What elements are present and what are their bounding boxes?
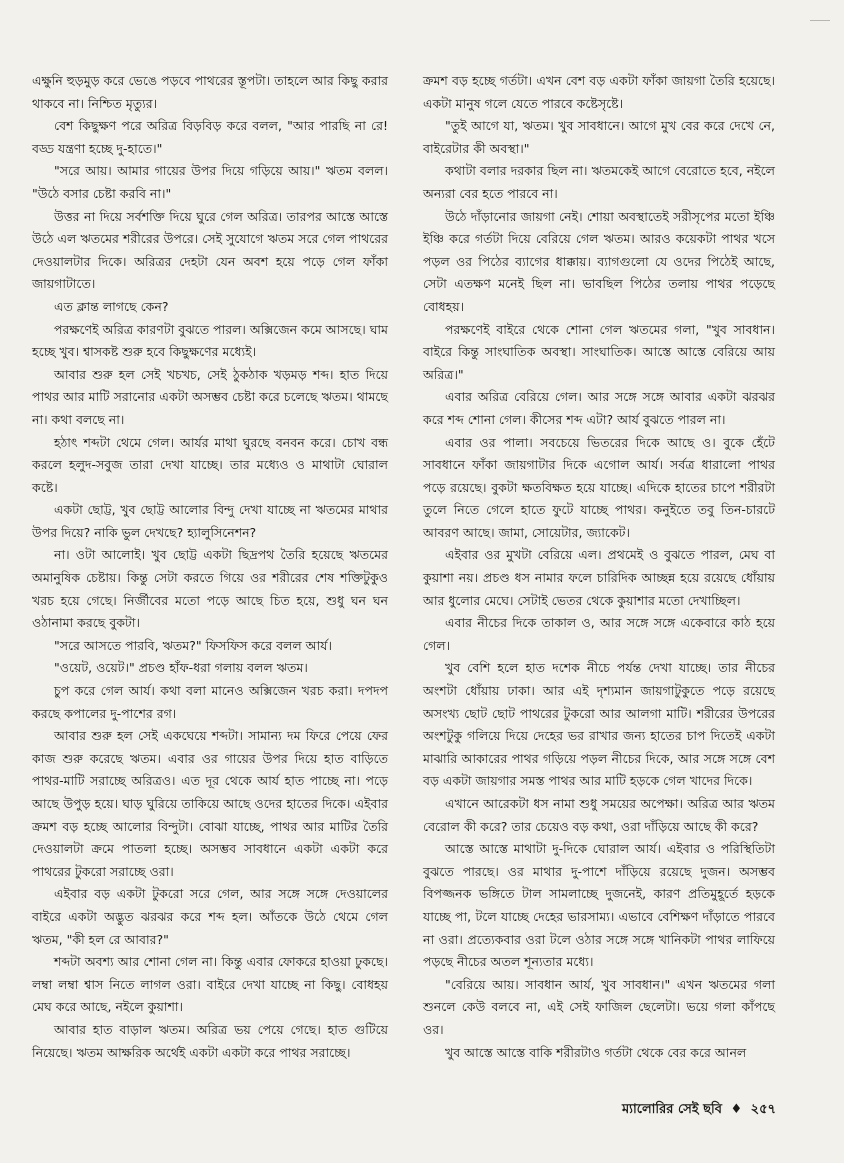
- paragraph: একটা ছোট্ট, খুব ছোট্ট আলোর বিন্দু দেখা যাচ্ছে না ঋতমের মাথার উপর দিয়ে? নাকি ভুল দেখছে? হ্যালুসিনেশন?: [32, 502, 388, 540]
- paragraph: শব্দটা অবশ্য আর শোনা গেল না। কিন্তু এবার ফোকরে হাওয়া ঢুকছে। লম্বা লম্বা শ্বাস নিতে লাগল ওরা। বাইরে দেখা যাচ্ছে না কিছু। বোধহয় মেঘ করে আছে, নইলে কুয়াশা।: [32, 954, 388, 1015]
- left-column: [32, 70, 388, 1064]
- paragraph: উঠে দাঁড়ানোর জায়গা নেই। শোয়া অবস্থাতেই সরীসৃপের মতো ইঞ্চি ইঞ্চি করে গর্তটা দিয়ে বেরিয়ে গেল ঋতম। আরও কয়েকটা পাথর খসে পড়ল ওর পিঠের ব্যাগের ধাক্কায়। ব্যাগগুলো যে ওদের পিঠেই আছে, সেটা এতক্ষণ মনেই ছিল না। ভাবছিল পিঠের তলায় পাথর পড়েছে বোধহয়।: [423, 208, 775, 314]
- paragraph: আবার শুরু হল সেই খচখচ, সেই ঠুকঠাক খড়মড় শব্দ। হাত দিয়ে পাথর আর মাটি সরানোর একটা অসম্ভব চেষ্টা করে চলেছে ঋতম। থামছে না। কথা বলছে না।: [32, 366, 388, 427]
- paragraph: "সরে আসতে পারবি, ঋতম?" ফিসফিস করে বলল আর্য।: [54, 637, 332, 653]
- paragraph: এবার অরিত্র বেরিয়ে গেল। আর সঙ্গে সঙ্গে আবার একটা ঝরঝর করে শব্দ শোনা গেল। কীসের শব্দ এটা? আর্য বুঝতে পারল না।: [423, 389, 775, 427]
- paragraph: আবার শুরু হল সেই একঘেয়ে শব্দটা। সামান্য দম ফিরে পেয়ে ফের কাজ শুরু করেছে ঋতম। এবার ওর গায়ের উপর দিয়ে হাত বাড়িতে পাথর-মাটি সরাচ্ছে অরিত্রও। এত দূর থেকে আর্য হাত পাচ্ছে না। পড়ে আছে উপুড় হয়ে। ঘাড় ঘুরিয়ে তাকিয়ে আছে ওদের হাতের দিকে। এইবার ক্রমশ বড় হচ্ছে আলোর বিন্দুটা। বোঝা যাচ্ছে, পাথর আর মাটির তৈরি দেওয়ালটা ক্রমে পাতলা হচ্ছে। অসম্ভব সাবধানে একটা একটা করে পাথরের টুকরো সরাচ্ছে ওরা।: [32, 728, 388, 879]
- paragraph: "তুই আগে যা, ঋতম। খুব সাবধানে। আগে মুখ বের করে দেখে নে, বাইরেটার কী অবস্থা।": [423, 118, 775, 156]
- paragraph: এবার নীচের দিকে তাকাল ও, আর সঙ্গে সঙ্গে একেবারে কাঠ হয়ে গেল।: [423, 615, 775, 653]
- paragraph: এক্ষুনি হুড়মুড় করে ভেঙে পড়বে পাথরের স্তূপটা। তাহলে আর কিছু করার থাকবে না। নিশ্চিত মৃত্যুর।: [32, 73, 388, 111]
- running-title: ম্যালোরির সেই ছবি: [621, 1102, 722, 1117]
- paragraph: এখানে আরেকটা ধস নামা শুধু সময়ের অপেক্ষা। অরিত্র আর ঋতম বেরোল কী করে? তার চেয়েও বড় কথা, ওরা দাঁড়িয়ে আছে কী করে?: [423, 796, 775, 834]
- paragraph: খুব আস্তে আস্তে বাকি শরীরটাও গর্তটা থেকে বের করে আনল: [445, 1044, 747, 1060]
- page-footer: [560, 1100, 776, 1121]
- paragraph: আস্তে আস্তে মাথাটা দু-দিকে ঘোরাল আর্য। এইবার ও পরিস্থিতিটা বুঝতে পারছে। ওর মাথার দু-পাশে দাঁড়িয়ে রয়েছে দুজন। অসম্ভব বিপজ্জনক ভঙ্গিতে টাল সামলাচ্ছে দুজনেই, কারণ প্রতিমুহূর্তে হড়কে যাচ্ছে পা, টলে যাচ্ছে দেহের ভারসাম্য। এভাবে বেশিক্ষণ দাঁড়াতে পারবে না ওরা। প্রত্যেকবার ওরা টলে ওঠার সঙ্গে সঙ্গে খানিকটা পাথর লাফিয়ে পড়ছে নীচের অতল শূন্যতার মধ্যে।: [423, 841, 775, 970]
- paragraph: "বেরিয়ে আয়। সাবধান আর্য, খুব সাবধান।" এখন ঋতমের গলা শুনলে কেউ বলবে না, এই সেই ফাজিল ছেলেটা। ভয়ে গলা কাঁপছে ওর।: [423, 976, 775, 1037]
- right-column: [423, 70, 775, 1064]
- paragraph: আবার হাত বাড়াল ঋতম। অরিত্র ভয় পেয়ে গেছে। হাত গুটিয়ে নিয়েছে। ঋতম আক্ষরিক অর্থেই একটা একটা করে পাথর সরাচ্ছে।: [32, 1021, 388, 1060]
- diamond-icon: ♦: [730, 1102, 743, 1117]
- paragraph: এবার ওর পালা। সবচেয়ে ভিতরের দিকে আছে ও। বুকে হেঁটে সাবধানে ফাঁকা জায়গাটার দিকে এগোল আর্য। সর্বত্র ধারালো পাথর পড়ে রয়েছে। বুকটা ক্ষতবিক্ষত হয়ে যাচ্ছে। এদিকে হাতের চাপে শরীরটা তুলে নিতে গেলে হাতে ফুটে যাচ্ছে পাথর। কনুইতে তবু তিন-চারটে আবরণ আছে। জামা, সোয়েটার, জ্যাকেট।: [423, 434, 775, 540]
- paragraph: এইবার বড় একটা টুকরো সরে গেল, আর সঙ্গে সঙ্গে দেওয়ালের বাইরে একটা অদ্ভুত ঝরঝর করে শব্দ হল। আঁতকে উঠে থেমে গেল ঋতম, "কী হল রে আবার?": [32, 886, 388, 947]
- paragraph: ক্রমশ বড় হচ্ছে গর্তটা। এখন বেশ বড় একটা ফাঁকা জায়গা তৈরি হয়েছে। একটা মানুষ গলে যেতে পারবে কষ্টেসৃষ্টে।: [423, 73, 775, 111]
- paragraph: "ওয়েট, ওয়েট।" প্রচণ্ড হাঁফ-ধরা গলায় বলল ঋতম।: [54, 660, 308, 676]
- scan-mark: [810, 20, 830, 21]
- page-number: ২৫৭: [750, 1102, 776, 1117]
- paragraph: না। ওটা আলোই। খুব ছোট্ট একটা ছিদ্রপথ তৈরি হয়েছে ঋতমের অমানুষিক চেষ্টায়। কিন্তু সেটা করতে গিয়ে ওর শরীরের শেষ শক্তিটুকুও খরচ হয়ে গেছে। নির্জীবের মতো পড়ে আছে চিত হয়ে, শুধু ঘন ঘন ওঠানামা করছে বুকটা।: [32, 547, 388, 631]
- paragraph: উত্তর না দিয়ে সর্বশক্তি দিয়ে ঘুরে গেল অরিত্র। তারপর আস্তে আস্তে উঠে এল ঋতমের শরীরের উপরে। সেই সুযোগে ঋতম সরে গেল পাথরের দেওয়ালটার দিকে। অরিত্রর দেহটা যেন অবশ হয়ে পড়ে গেল ফাঁকা জায়গাটাতে।: [32, 208, 388, 292]
- paragraph: হঠাৎ শব্দটা থেমে গেল। আর্যর মাথা ঘুরছে বনবন করে। চোখ বন্ধ করলে হলুদ-সবুজ তারা দেখা যাচ্ছে। তার মধ্যেও ও মাথাটা ঘোরাল কষ্টে।: [32, 434, 388, 495]
- paragraph: খুব বেশি হলে হাত দশেক নীচে পর্যন্ত দেখা যাচ্ছে। তার নীচের অংশটা ধোঁয়ায় ঢাকা। আর এই দৃশ্যমান জায়গাটুকুতে পড়ে রয়েছে অসংখ্য ছোট ছোট পাথরের টুকরো আর আলগা মাটি। শরীরের উপরের অংশটুকু গলিয়ে দিয়ে দেহের ভর রাখার জন্য হাতের চাপ দিতেই একটা মাঝারি আকারের পাথর গড়িয়ে পড়ল নীচের দিকে, আর সঙ্গে সঙ্গে বেশ বড় একটা জায়গার সমস্ত পাথর আর মাটি হড়কে গেল খাদের দিকে।: [423, 660, 775, 789]
- paragraph: পরক্ষণেই অরিত্র কারণটা বুঝতে পারল। অক্সিজেন কমে আসছে। ঘাম হচ্ছে খুব। শ্বাসকষ্ট শুরু হবে কিছুক্ষণের মধ্যেই।: [32, 321, 388, 360]
- paragraph: "সরে আয়। আমার গায়ের উপর দিয়ে গড়িয়ে আয়।" ঋতম বলল। "উঠে বসার চেষ্টা করবি না।": [32, 163, 388, 201]
- paragraph: পরক্ষণেই বাইরে থেকে শোনা গেল ঋতমের গলা, "খুব সাবধান। বাইরে কিন্তু সাংঘাতিক অবস্থা। সাংঘাতিক। আস্তে আস্তে বেরিয়ে আয় অরিত্র।": [423, 321, 775, 382]
- paragraph: এত ক্লান্ত লাগছে কেন?: [54, 298, 169, 314]
- paragraph: এইবার ওর মুখটা বেরিয়ে এল। প্রথমেই ও বুঝতে পারল, মেঘ বা কুয়াশা নয়। প্রচণ্ড ধস নামার ফলে চারিদিক আচ্ছন্ন হয়ে রয়েছে ধোঁয়ায় আর ধুলোর মেঘে। সেটাই ভেতর থেকে কুয়াশার মতো দেখাচ্ছিল।: [423, 547, 775, 608]
- paragraph: কথাটা বলার দরকার ছিল না। ঋতমকেই আগে বেরোতে হবে, নইলে অন্যরা বের হতে পারবে না।: [423, 163, 775, 201]
- paragraph: বেশ কিছুক্ষণ পরে অরিত্র বিড়বিড় করে বলল, "আর পারছি না রে! বড্ড যন্ত্রণা হচ্ছে দু-হাতে।": [32, 118, 388, 156]
- paragraph: চুপ করে গেল আর্য। কথা বলা মানেও অক্সিজেন খরচ করা। দপদপ করছে কপালের দু-পাশের রগ।: [32, 683, 388, 721]
